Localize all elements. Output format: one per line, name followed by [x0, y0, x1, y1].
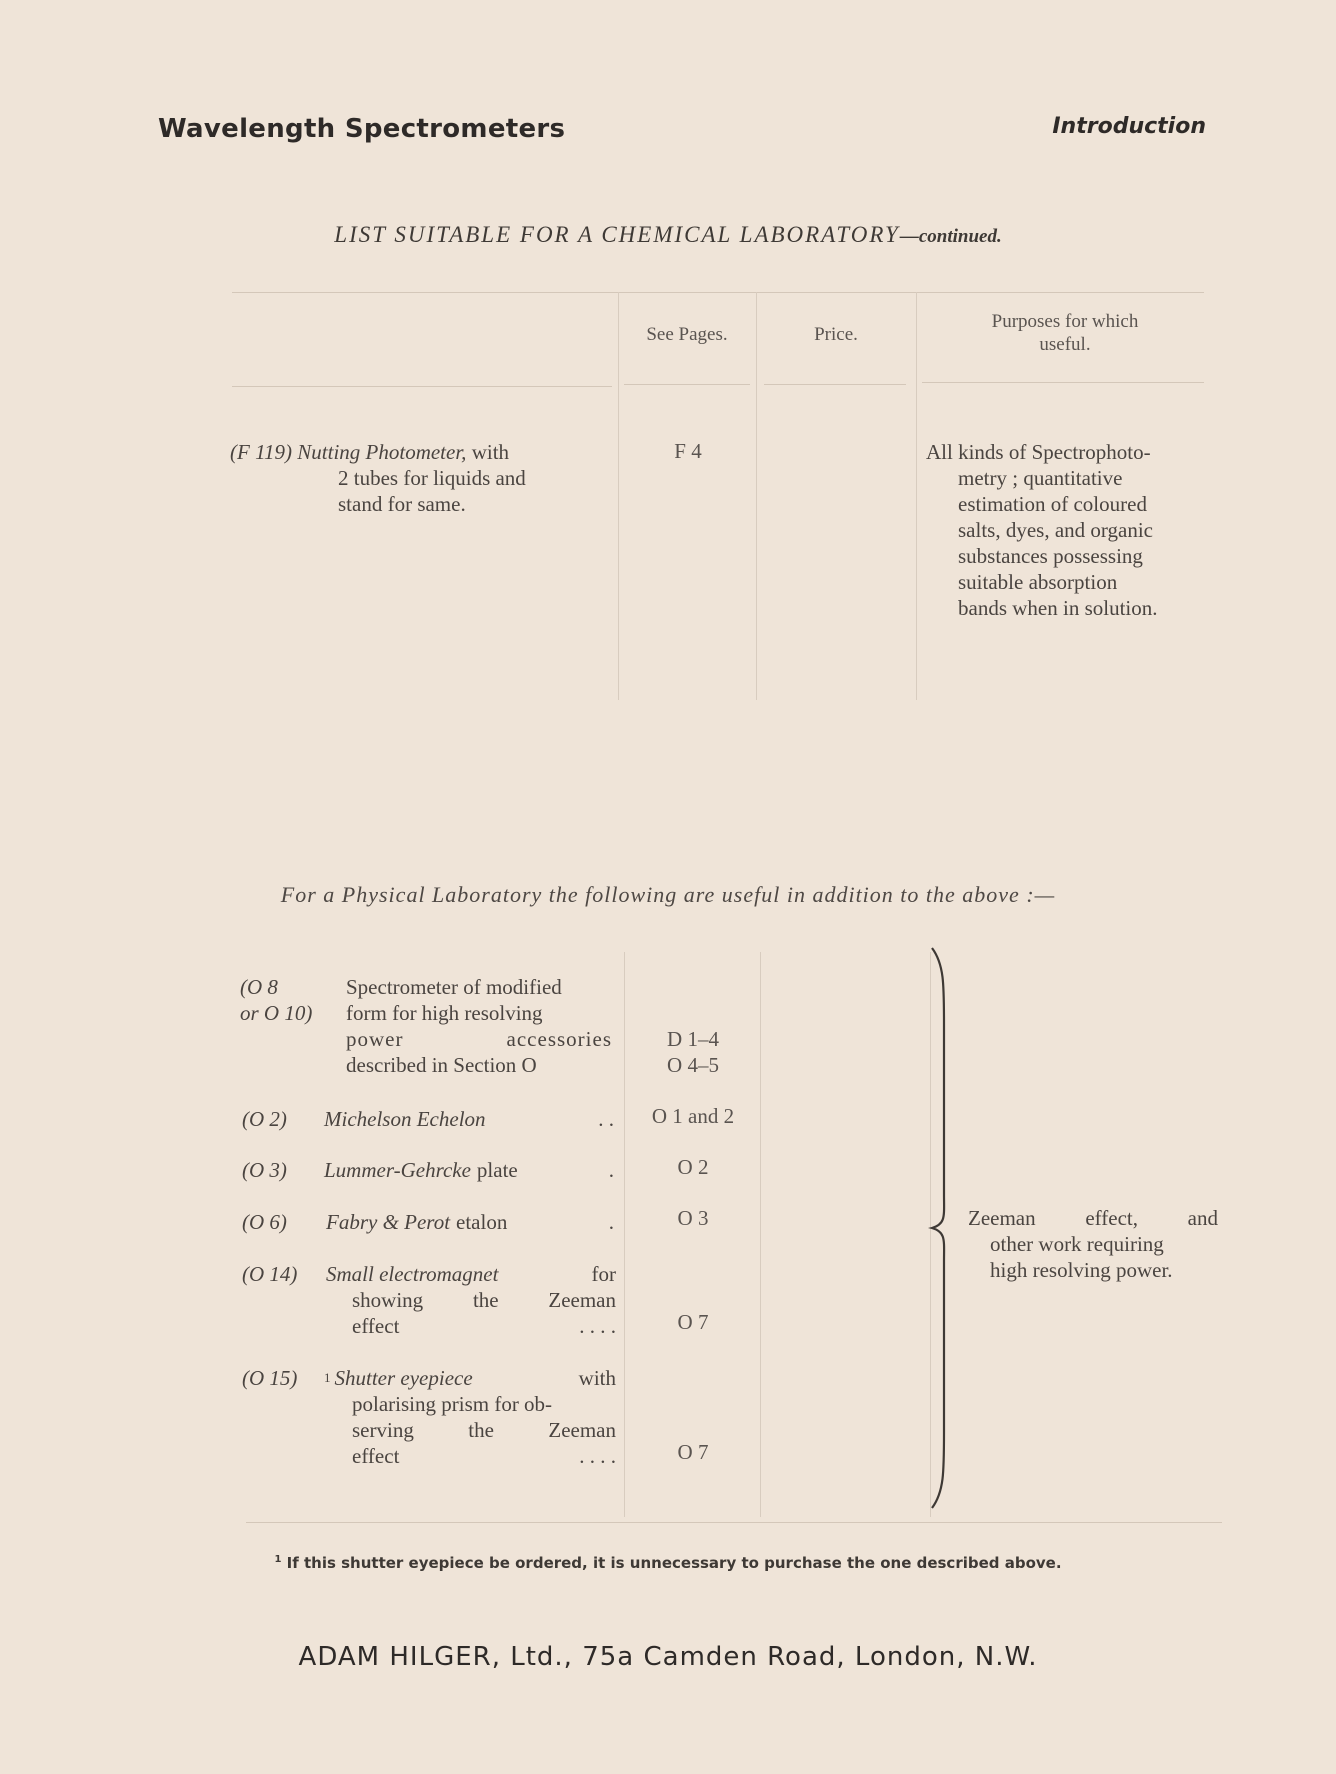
header-rule-4 — [922, 382, 1204, 383]
physical-purpose — [968, 1205, 1218, 1283]
entry-name: Fabry & Perot — [326, 1210, 451, 1234]
purpose-line: other work requiring — [990, 1232, 1164, 1256]
footnote-text: If this shutter eyepiece be ordered, it is unnecessary to purchase the one described above. — [286, 1554, 1062, 1572]
leader-dots: . — [608, 1158, 614, 1182]
column-rule-price — [760, 952, 761, 1517]
leader-dots: . — [608, 1210, 614, 1234]
entry-line-rest: with — [471, 440, 510, 464]
footnote-mark: 1 — [324, 1370, 331, 1385]
entry-o8 — [240, 974, 612, 1078]
header-rule-2 — [624, 384, 750, 385]
leader-dots: . . . . — [579, 1444, 616, 1468]
list-title-suffix: —continued. — [899, 226, 1002, 247]
column-rule-3 — [916, 292, 917, 700]
physical-lab-subtitle: For a Physical Laboratory the following are useful in addition to the above :— — [280, 882, 1056, 907]
entry-code: (O 3) — [242, 1158, 287, 1182]
purpose-line: estimation of coloured — [958, 492, 1147, 516]
table-bottom-rule — [246, 1522, 1222, 1523]
entry-name: Lummer-Gehrcke — [324, 1158, 471, 1182]
entry-o15-line-1 — [242, 1365, 616, 1391]
purposes-header-line-2: useful. — [1039, 334, 1091, 355]
entry-o15-line-3: serving the Zeeman — [352, 1418, 616, 1442]
entry-text: Spectrometer of modified — [346, 975, 562, 999]
leader-dots: . . — [598, 1107, 614, 1131]
purpose-line: suitable absorption — [958, 570, 1118, 594]
entry-o2-pages: O 1 and 2 — [651, 1104, 735, 1128]
entry-f119-pages: F 4 — [674, 439, 702, 463]
entry-o15-pages: O 7 — [677, 1440, 709, 1464]
pages-line: D 1–4 — [667, 1027, 719, 1051]
entry-text: plate — [476, 1158, 518, 1182]
entry-o15-line-2: polarising prism for ob- — [352, 1392, 553, 1416]
entry-f119-line-1 — [230, 439, 606, 465]
entry-code: (O 2) — [242, 1107, 287, 1131]
purpose-line: salts, dyes, and organic — [958, 518, 1153, 542]
column-header-price: Price. — [814, 324, 858, 345]
entry-f119-line-2: 2 tubes for liquids and — [338, 466, 526, 490]
entry-o8-line-3: power accessories — [346, 1027, 612, 1051]
publisher-imprint: ADAM HILGER, Ltd., 75a Camden Road, London, N.W. — [298, 1642, 1038, 1672]
purpose-line: high resolving power. — [990, 1258, 1173, 1282]
entry-o14-line-3 — [242, 1313, 616, 1339]
entry-o8-line-1 — [240, 974, 612, 1000]
entry-code: (O 15) — [242, 1366, 298, 1390]
entry-f119-purpose — [926, 439, 1210, 621]
pages-line: O 4–5 — [667, 1053, 719, 1077]
entry-o15-line-4 — [242, 1443, 616, 1469]
column-rule-2 — [756, 292, 757, 700]
purposes-header-line-1: Purposes for which — [991, 311, 1139, 332]
running-head-title: Wavelength Spectrometers — [158, 114, 566, 144]
entry-code: or O 10) — [240, 1001, 313, 1025]
column-rule-1 — [618, 292, 619, 700]
running-head-section: Introduction — [1052, 114, 1206, 139]
table-top-rule — [232, 292, 1204, 293]
entry-o6-pages: O 3 — [677, 1206, 709, 1230]
entry-name: Michelson Echelon — [324, 1107, 486, 1131]
brace-path — [932, 948, 944, 1508]
purpose-line: Zeeman effect, and — [968, 1206, 1218, 1230]
purpose-line: All kinds of Spectrophoto- — [926, 440, 1151, 464]
purpose-line: metry ; quantitative — [958, 466, 1123, 490]
purpose-line: bands when in solution. — [958, 596, 1158, 620]
column-header-see-pages: See Pages. — [646, 324, 728, 345]
entry-o8-line-2 — [240, 1000, 612, 1026]
entry-text: effect — [352, 1314, 400, 1338]
entry-name: Shutter eyepiece — [334, 1366, 473, 1390]
entry-name: Small electromagnet — [326, 1262, 499, 1286]
entry-o8-pages — [632, 1026, 754, 1078]
entry-o2 — [242, 1106, 614, 1132]
entry-o15 — [242, 1365, 616, 1469]
entry-code: (O 14) — [242, 1262, 298, 1286]
column-rule-pages — [624, 952, 625, 1517]
entry-code: (O 6) — [242, 1210, 287, 1234]
list-title — [0, 222, 1336, 248]
entry-text: for — [591, 1262, 616, 1286]
entry-o8-line-4: described in Section O — [346, 1053, 537, 1077]
entry-o14 — [242, 1261, 616, 1339]
header-rule-1 — [232, 386, 612, 387]
entry-o3-pages: O 2 — [677, 1155, 709, 1179]
header-rule-3 — [764, 384, 906, 385]
entry-code: (O 8 — [240, 975, 278, 999]
entry-text: form for high resolving — [346, 1001, 543, 1025]
entry-f119-line-3: stand for same. — [338, 492, 466, 516]
entry-f119 — [230, 439, 606, 517]
purpose-line: substances possessing — [958, 544, 1143, 568]
footnote-mark: 1 — [274, 1554, 282, 1565]
entry-text: with — [578, 1366, 616, 1390]
entry-name: Nutting Photometer, — [297, 440, 467, 464]
entry-code: (F 119) — [230, 440, 293, 464]
column-header-purposes — [920, 310, 1210, 356]
footnote — [0, 1554, 1336, 1572]
entry-text: effect — [352, 1444, 400, 1468]
grouping-brace — [922, 944, 962, 1512]
entry-o14-pages: O 7 — [677, 1310, 709, 1334]
list-title-main: LIST SUITABLE FOR A CHEMICAL LABORATORY — [334, 222, 900, 247]
entry-o6 — [242, 1209, 614, 1235]
entry-o14-line-1 — [242, 1261, 616, 1287]
entry-text: etalon — [456, 1210, 508, 1234]
entry-o3 — [242, 1157, 614, 1183]
leader-dots: . . . . — [579, 1314, 616, 1338]
entry-o14-line-2: showing the Zeeman — [352, 1288, 616, 1312]
